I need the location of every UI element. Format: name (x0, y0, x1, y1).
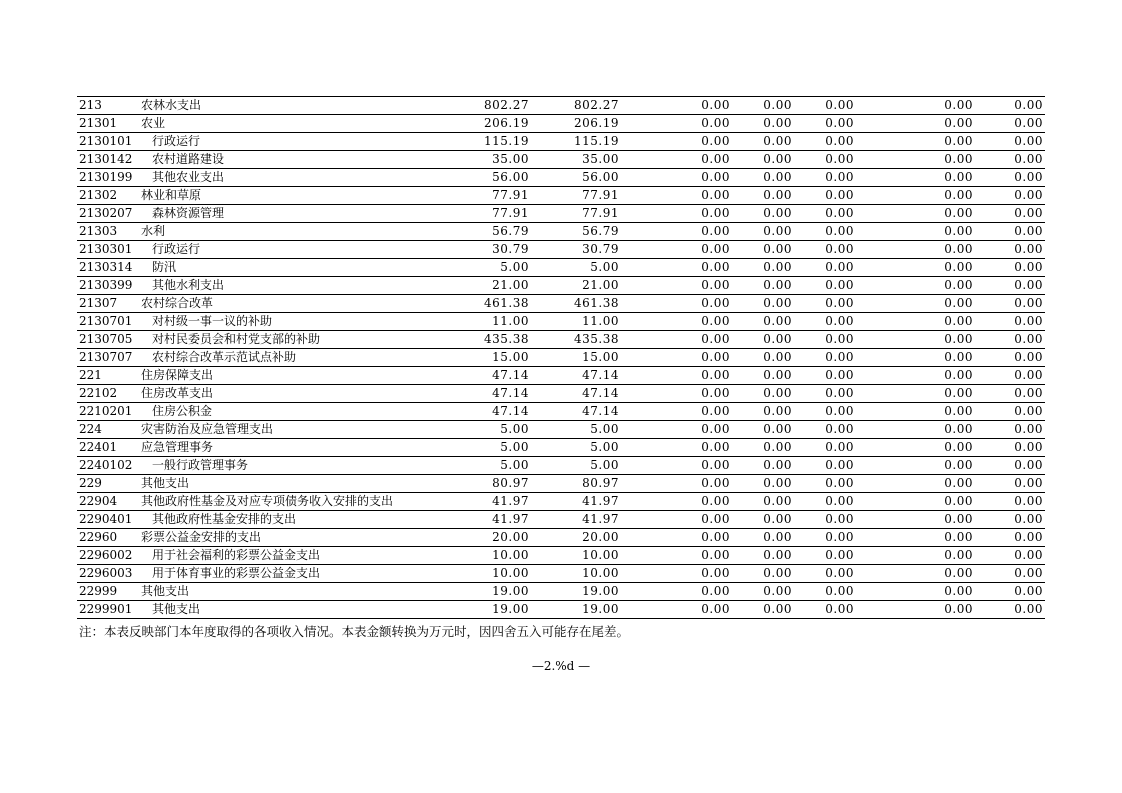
row-name: 住房公积金 (139, 403, 441, 421)
row-value-7: 0.00 (975, 601, 1045, 619)
row-value-6: 0.00 (856, 151, 975, 169)
row-value-2: 77.91 (531, 205, 621, 223)
row-value-5: 0.00 (794, 115, 856, 133)
row-value-3: 0.00 (621, 367, 732, 385)
row-value-7: 0.00 (975, 565, 1045, 583)
row-value-7: 0.00 (975, 295, 1045, 313)
row-value-4: 0.00 (732, 241, 794, 259)
row-value-4: 0.00 (732, 169, 794, 187)
row-name: 行政运行 (139, 241, 441, 259)
row-value-5: 0.00 (794, 547, 856, 565)
table-footnote: 注：本表反映部门本年度取得的各项收入情况。本表金额转换为万元时，因四舍五入可能存在尾差。 (79, 624, 630, 639)
row-value-1: 5.00 (441, 421, 531, 439)
row-value-2: 5.00 (531, 439, 621, 457)
row-value-3: 0.00 (621, 223, 732, 241)
row-value-7: 0.00 (975, 151, 1045, 169)
row-value-6: 0.00 (856, 169, 975, 187)
row-value-2: 21.00 (531, 277, 621, 295)
row-value-5: 0.00 (794, 331, 856, 349)
row-code: 21307 (77, 295, 139, 313)
row-value-3: 0.00 (621, 331, 732, 349)
row-value-7: 0.00 (975, 169, 1045, 187)
table-row (77, 583, 1045, 601)
table-row (77, 439, 1045, 457)
row-value-5: 0.00 (794, 385, 856, 403)
row-value-5: 0.00 (794, 403, 856, 421)
row-value-4: 0.00 (732, 457, 794, 475)
row-value-1: 19.00 (441, 601, 531, 619)
row-name: 农业 (139, 115, 441, 133)
row-value-2: 5.00 (531, 457, 621, 475)
row-value-7: 0.00 (975, 421, 1045, 439)
row-value-5: 0.00 (794, 457, 856, 475)
row-value-4: 0.00 (732, 367, 794, 385)
row-value-5: 0.00 (794, 205, 856, 223)
table-row (77, 241, 1045, 259)
row-name: 彩票公益金安排的支出 (139, 529, 441, 547)
row-value-6: 0.00 (856, 241, 975, 259)
row-code: 22904 (77, 493, 139, 511)
table-row (77, 511, 1045, 529)
row-value-4: 0.00 (732, 277, 794, 295)
row-value-2: 461.38 (531, 295, 621, 313)
row-code: 2130399 (77, 277, 139, 295)
row-value-4: 0.00 (732, 565, 794, 583)
row-value-2: 5.00 (531, 421, 621, 439)
row-value-6: 0.00 (856, 259, 975, 277)
row-value-7: 0.00 (975, 403, 1045, 421)
table-row (77, 313, 1045, 331)
row-value-4: 0.00 (732, 421, 794, 439)
table-row (77, 259, 1045, 277)
row-value-3: 0.00 (621, 547, 732, 565)
row-value-1: 47.14 (441, 403, 531, 421)
table-row (77, 349, 1045, 367)
row-name: 其他支出 (139, 475, 441, 493)
row-value-6: 0.00 (856, 115, 975, 133)
row-value-7: 0.00 (975, 367, 1045, 385)
row-value-2: 77.91 (531, 187, 621, 205)
row-value-3: 0.00 (621, 97, 732, 115)
row-name: 一般行政管理事务 (139, 457, 441, 475)
row-value-1: 56.00 (441, 169, 531, 187)
row-value-3: 0.00 (621, 115, 732, 133)
row-value-6: 0.00 (856, 475, 975, 493)
row-value-3: 0.00 (621, 439, 732, 457)
row-name: 住房改革支出 (139, 385, 441, 403)
row-value-7: 0.00 (975, 457, 1045, 475)
row-value-2: 47.14 (531, 367, 621, 385)
table-row (77, 601, 1045, 619)
row-value-2: 19.00 (531, 601, 621, 619)
row-value-7: 0.00 (975, 349, 1045, 367)
row-value-7: 0.00 (975, 493, 1045, 511)
row-value-1: 35.00 (441, 151, 531, 169)
row-value-1: 30.79 (441, 241, 531, 259)
table-row (77, 97, 1045, 115)
row-value-5: 0.00 (794, 151, 856, 169)
row-value-3: 0.00 (621, 385, 732, 403)
row-value-1: 435.38 (441, 331, 531, 349)
row-value-1: 11.00 (441, 313, 531, 331)
table-row (77, 493, 1045, 511)
row-value-6: 0.00 (856, 601, 975, 619)
row-code: 2299901 (77, 601, 139, 619)
row-value-1: 77.91 (441, 187, 531, 205)
row-value-1: 41.97 (441, 493, 531, 511)
row-value-5: 0.00 (794, 565, 856, 583)
row-value-1: 5.00 (441, 457, 531, 475)
row-name: 农村道路建设 (139, 151, 441, 169)
row-value-6: 0.00 (856, 223, 975, 241)
row-value-6: 0.00 (856, 583, 975, 601)
row-code: 2240102 (77, 457, 139, 475)
table-row (77, 223, 1045, 241)
row-value-3: 0.00 (621, 529, 732, 547)
row-value-1: 10.00 (441, 565, 531, 583)
row-value-4: 0.00 (732, 187, 794, 205)
row-value-5: 0.00 (794, 583, 856, 601)
row-value-7: 0.00 (975, 439, 1045, 457)
row-value-7: 0.00 (975, 187, 1045, 205)
row-name: 农林水支出 (139, 97, 441, 115)
row-code: 221 (77, 367, 139, 385)
row-value-5: 0.00 (794, 241, 856, 259)
row-value-3: 0.00 (621, 421, 732, 439)
row-name: 农村综合改革 (139, 295, 441, 313)
row-value-4: 0.00 (732, 547, 794, 565)
row-value-6: 0.00 (856, 457, 975, 475)
row-value-7: 0.00 (975, 277, 1045, 295)
row-name: 其他农业支出 (139, 169, 441, 187)
row-name: 住房保障支出 (139, 367, 441, 385)
row-value-6: 0.00 (856, 187, 975, 205)
row-value-2: 435.38 (531, 331, 621, 349)
row-value-5: 0.00 (794, 295, 856, 313)
row-code: 2130705 (77, 331, 139, 349)
table-row (77, 115, 1045, 133)
row-name: 其他支出 (139, 601, 441, 619)
row-value-3: 0.00 (621, 133, 732, 151)
table-row (77, 151, 1045, 169)
row-code: 22960 (77, 529, 139, 547)
table-row (77, 205, 1045, 223)
row-value-4: 0.00 (732, 511, 794, 529)
row-value-3: 0.00 (621, 475, 732, 493)
row-value-4: 0.00 (732, 331, 794, 349)
row-value-1: 47.14 (441, 367, 531, 385)
row-value-2: 41.97 (531, 511, 621, 529)
row-value-1: 206.19 (441, 115, 531, 133)
row-code: 224 (77, 421, 139, 439)
row-value-2: 47.14 (531, 385, 621, 403)
row-code: 2130199 (77, 169, 139, 187)
row-value-2: 20.00 (531, 529, 621, 547)
row-value-4: 0.00 (732, 205, 794, 223)
row-value-5: 0.00 (794, 133, 856, 151)
row-name: 对村民委员会和村党支部的补助 (139, 331, 441, 349)
table-row (77, 403, 1045, 421)
row-value-4: 0.00 (732, 583, 794, 601)
row-value-1: 461.38 (441, 295, 531, 313)
page-number: —2.%d — (531, 659, 591, 673)
row-code: 22999 (77, 583, 139, 601)
table-row (77, 367, 1045, 385)
row-value-6: 0.00 (856, 385, 975, 403)
row-value-7: 0.00 (975, 529, 1045, 547)
row-value-6: 0.00 (856, 403, 975, 421)
row-value-6: 0.00 (856, 295, 975, 313)
row-value-6: 0.00 (856, 529, 975, 547)
row-value-2: 47.14 (531, 403, 621, 421)
row-value-2: 10.00 (531, 547, 621, 565)
row-code: 22401 (77, 439, 139, 457)
row-value-5: 0.00 (794, 169, 856, 187)
row-value-4: 0.00 (732, 439, 794, 457)
row-value-2: 41.97 (531, 493, 621, 511)
row-value-3: 0.00 (621, 601, 732, 619)
row-name: 其他政府性基金及对应专项债务收入安排的支出 (139, 493, 441, 511)
row-code: 2296003 (77, 565, 139, 583)
row-value-7: 0.00 (975, 313, 1045, 331)
row-value-3: 0.00 (621, 151, 732, 169)
row-value-3: 0.00 (621, 457, 732, 475)
row-code: 2290401 (77, 511, 139, 529)
row-code: 229 (77, 475, 139, 493)
row-value-7: 0.00 (975, 97, 1045, 115)
row-value-5: 0.00 (794, 475, 856, 493)
row-value-7: 0.00 (975, 331, 1045, 349)
row-value-4: 0.00 (732, 475, 794, 493)
row-value-6: 0.00 (856, 421, 975, 439)
row-value-6: 0.00 (856, 331, 975, 349)
row-value-1: 15.00 (441, 349, 531, 367)
row-code: 2130314 (77, 259, 139, 277)
row-name: 农村综合改革示范试点补助 (139, 349, 441, 367)
row-value-7: 0.00 (975, 475, 1045, 493)
row-value-6: 0.00 (856, 547, 975, 565)
row-value-5: 0.00 (794, 529, 856, 547)
row-value-2: 802.27 (531, 97, 621, 115)
row-name: 森林资源管理 (139, 205, 441, 223)
row-value-7: 0.00 (975, 241, 1045, 259)
table-row (77, 421, 1045, 439)
row-code: 2130101 (77, 133, 139, 151)
table-row (77, 331, 1045, 349)
row-value-1: 80.97 (441, 475, 531, 493)
row-value-1: 10.00 (441, 547, 531, 565)
row-code: 22102 (77, 385, 139, 403)
row-value-5: 0.00 (794, 223, 856, 241)
table-row (77, 565, 1045, 583)
row-value-3: 0.00 (621, 295, 732, 313)
row-value-5: 0.00 (794, 601, 856, 619)
table-row (77, 547, 1045, 565)
row-value-3: 0.00 (621, 259, 732, 277)
row-value-2: 30.79 (531, 241, 621, 259)
row-value-2: 115.19 (531, 133, 621, 151)
row-value-2: 80.97 (531, 475, 621, 493)
row-value-5: 0.00 (794, 97, 856, 115)
row-value-7: 0.00 (975, 223, 1045, 241)
row-value-1: 115.19 (441, 133, 531, 151)
row-value-6: 0.00 (856, 511, 975, 529)
row-name: 对村级一事一议的补助 (139, 313, 441, 331)
row-value-4: 0.00 (732, 223, 794, 241)
row-value-4: 0.00 (732, 259, 794, 277)
row-value-4: 0.00 (732, 529, 794, 547)
row-name: 林业和草原 (139, 187, 441, 205)
row-value-6: 0.00 (856, 349, 975, 367)
row-value-3: 0.00 (621, 169, 732, 187)
row-value-7: 0.00 (975, 385, 1045, 403)
row-value-5: 0.00 (794, 421, 856, 439)
table-row (77, 277, 1045, 295)
row-value-2: 15.00 (531, 349, 621, 367)
row-name: 其他支出 (139, 583, 441, 601)
row-value-4: 0.00 (732, 133, 794, 151)
row-value-6: 0.00 (856, 205, 975, 223)
row-code: 2130707 (77, 349, 139, 367)
row-code: 2296002 (77, 547, 139, 565)
table-row (77, 529, 1045, 547)
row-value-5: 0.00 (794, 367, 856, 385)
row-code: 21301 (77, 115, 139, 133)
row-name: 灾害防治及应急管理支出 (139, 421, 441, 439)
row-value-1: 5.00 (441, 439, 531, 457)
row-value-1: 19.00 (441, 583, 531, 601)
row-value-4: 0.00 (732, 349, 794, 367)
row-code: 21303 (77, 223, 139, 241)
row-value-1: 5.00 (441, 259, 531, 277)
row-code: 2130142 (77, 151, 139, 169)
table-body (77, 97, 1045, 619)
row-code: 2210201 (77, 403, 139, 421)
row-value-6: 0.00 (856, 493, 975, 511)
row-value-2: 56.79 (531, 223, 621, 241)
row-value-7: 0.00 (975, 115, 1045, 133)
row-code: 2130301 (77, 241, 139, 259)
row-value-1: 21.00 (441, 277, 531, 295)
row-value-3: 0.00 (621, 565, 732, 583)
row-value-3: 0.00 (621, 583, 732, 601)
row-name: 水利 (139, 223, 441, 241)
row-value-1: 47.14 (441, 385, 531, 403)
table-row (77, 169, 1045, 187)
row-value-6: 0.00 (856, 565, 975, 583)
row-value-5: 0.00 (794, 349, 856, 367)
table-row (77, 295, 1045, 313)
row-value-2: 206.19 (531, 115, 621, 133)
row-code: 2130701 (77, 313, 139, 331)
row-value-1: 41.97 (441, 511, 531, 529)
row-value-3: 0.00 (621, 187, 732, 205)
row-value-4: 0.00 (732, 601, 794, 619)
table-row (77, 457, 1045, 475)
row-value-3: 0.00 (621, 277, 732, 295)
row-value-6: 0.00 (856, 97, 975, 115)
row-value-4: 0.00 (732, 313, 794, 331)
row-value-6: 0.00 (856, 313, 975, 331)
row-name: 其他政府性基金安排的支出 (139, 511, 441, 529)
row-value-6: 0.00 (856, 277, 975, 295)
row-value-2: 10.00 (531, 565, 621, 583)
row-value-2: 35.00 (531, 151, 621, 169)
row-name: 用于社会福利的彩票公益金支出 (139, 547, 441, 565)
row-value-4: 0.00 (732, 403, 794, 421)
row-value-7: 0.00 (975, 205, 1045, 223)
row-value-1: 20.00 (441, 529, 531, 547)
row-value-2: 56.00 (531, 169, 621, 187)
row-value-7: 0.00 (975, 547, 1045, 565)
row-code: 2130207 (77, 205, 139, 223)
row-value-5: 0.00 (794, 313, 856, 331)
row-value-5: 0.00 (794, 511, 856, 529)
row-value-7: 0.00 (975, 133, 1045, 151)
row-value-5: 0.00 (794, 439, 856, 457)
row-value-2: 11.00 (531, 313, 621, 331)
budget-table (77, 96, 1045, 619)
row-value-6: 0.00 (856, 133, 975, 151)
table-row (77, 133, 1045, 151)
row-value-7: 0.00 (975, 583, 1045, 601)
row-value-1: 77.91 (441, 205, 531, 223)
row-value-4: 0.00 (732, 97, 794, 115)
row-value-3: 0.00 (621, 313, 732, 331)
row-value-5: 0.00 (794, 493, 856, 511)
row-value-4: 0.00 (732, 115, 794, 133)
row-value-2: 5.00 (531, 259, 621, 277)
row-value-4: 0.00 (732, 385, 794, 403)
row-value-6: 0.00 (856, 439, 975, 457)
row-value-3: 0.00 (621, 241, 732, 259)
row-name: 应急管理事务 (139, 439, 441, 457)
row-value-3: 0.00 (621, 511, 732, 529)
row-value-1: 802.27 (441, 97, 531, 115)
row-value-2: 19.00 (531, 583, 621, 601)
row-name: 防汛 (139, 259, 441, 277)
row-value-5: 0.00 (794, 259, 856, 277)
row-value-4: 0.00 (732, 295, 794, 313)
row-value-5: 0.00 (794, 277, 856, 295)
row-value-6: 0.00 (856, 367, 975, 385)
table-row (77, 475, 1045, 493)
row-value-4: 0.00 (732, 151, 794, 169)
row-name: 行政运行 (139, 133, 441, 151)
table-row (77, 385, 1045, 403)
row-name: 其他水利支出 (139, 277, 441, 295)
row-code: 21302 (77, 187, 139, 205)
row-value-5: 0.00 (794, 187, 856, 205)
row-value-3: 0.00 (621, 493, 732, 511)
row-name: 用于体育事业的彩票公益金支出 (139, 565, 441, 583)
table-row (77, 187, 1045, 205)
row-value-4: 0.00 (732, 493, 794, 511)
row-value-1: 56.79 (441, 223, 531, 241)
row-value-3: 0.00 (621, 349, 732, 367)
row-value-3: 0.00 (621, 205, 732, 223)
row-value-7: 0.00 (975, 511, 1045, 529)
row-value-3: 0.00 (621, 403, 732, 421)
row-value-7: 0.00 (975, 259, 1045, 277)
row-code: 213 (77, 97, 139, 115)
